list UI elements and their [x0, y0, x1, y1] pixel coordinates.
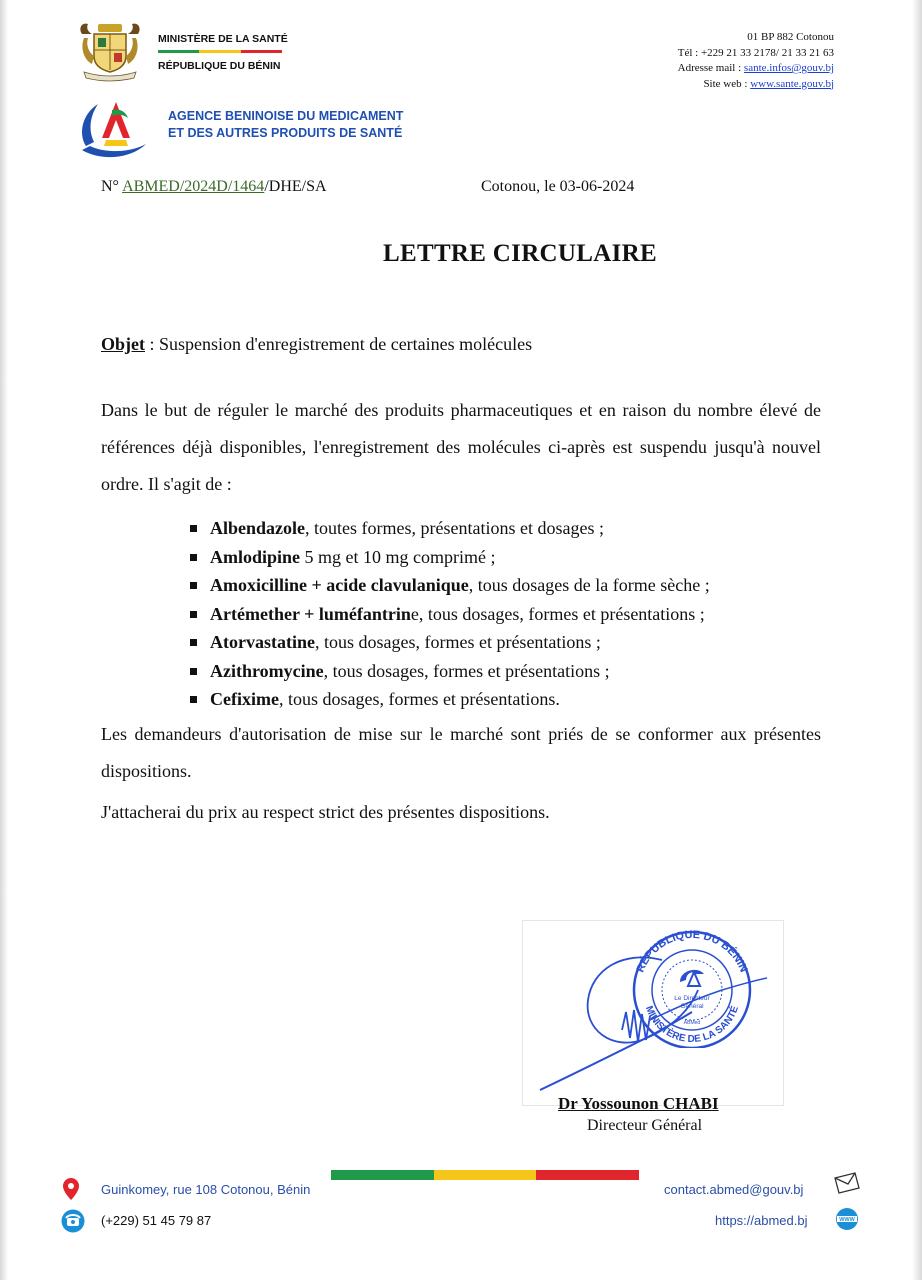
abmed-logo-icon	[76, 94, 148, 160]
ministry-contact-block	[678, 30, 834, 92]
ministry-header	[158, 32, 288, 73]
list-item	[190, 543, 710, 572]
stamp-center-line2: Général	[680, 1003, 704, 1010]
location-pin-icon	[63, 1178, 79, 1200]
website-link[interactable]: www.sante.gouv.bj	[750, 77, 834, 90]
envelope-icon	[833, 1172, 861, 1194]
page-edge-shadow-right	[912, 0, 922, 1280]
list-item	[190, 514, 710, 543]
molecule-name: Albendazole	[210, 518, 306, 538]
reference-number	[101, 178, 327, 196]
svg-text:WWW: WWW	[839, 1217, 855, 1223]
compliance-paragraph: Les demandeurs d'autorisation de mise sur le marché sont priés de se conformer aux présentes dispositions.	[101, 724, 821, 781]
signatory-name: Dr Yossounon CHABI	[558, 1094, 719, 1113]
list-item	[190, 600, 710, 629]
coat-of-arms-icon	[76, 20, 144, 82]
page-edge-shadow-left	[0, 0, 8, 1280]
reference-link[interactable]: ABMED/2024D/1464	[122, 178, 265, 195]
list-item	[190, 628, 710, 657]
footer-phone: (+229) 51 45 79 87	[101, 1213, 212, 1228]
molecule-name: Artémether + luméfantrin	[210, 603, 411, 624]
signatory-title: Directeur Général	[587, 1117, 703, 1134]
stamp-text-bottom: MINISTÈRE DE LA SANTÉ	[642, 1004, 742, 1046]
molecule-detail: , tous dosages, formes et présentations ;	[314, 632, 601, 652]
document-title: LETTRE CIRCULAIRE	[383, 240, 657, 267]
phone-icon	[61, 1209, 85, 1233]
stamp-text-top: RÉPUBLIQUE DU BÉNIN	[634, 928, 750, 975]
letter-date: Cotonou, le 03-06-2024	[481, 178, 635, 195]
agency-name-line2: ET DES AUTRES PRODUITS DE SANTÉ	[168, 126, 403, 140]
molecule-name: Azithromycine	[210, 660, 324, 681]
official-stamp	[626, 928, 758, 1048]
stamp-small-text: ABMed	[683, 1020, 701, 1026]
email-label: Adresse mail :	[677, 62, 744, 74]
agency-name	[168, 108, 403, 142]
website-label: Site web :	[703, 77, 751, 90]
molecule-name: Cefixime	[210, 689, 279, 709]
list-item	[190, 571, 710, 600]
closing-paragraph: J'attacherai du prix au respect strict des présentes dispositions.	[101, 802, 550, 822]
footer-flag-stripe	[331, 1170, 639, 1180]
footer-email[interactable]: contact.abmed@gouv.bj	[664, 1182, 804, 1197]
reference-suffix: /DHE/SA	[264, 178, 327, 195]
reference-prefix: N°	[101, 178, 123, 195]
molecule-name: Amoxicilline + acide clavulanique	[210, 575, 469, 595]
email-link[interactable]: sante.infos@gouv.bj	[743, 62, 834, 74]
svg-text:RÉPUBLIQUE DU BÉNIN	[634, 929, 749, 974]
molecule-name: Amlodipine	[210, 546, 301, 567]
country-name: RÉPUBLIQUE DU BÉNIN	[158, 60, 281, 72]
subject-label: Objet	[101, 334, 145, 354]
molecule-list	[190, 514, 710, 714]
phone-numbers: Tél : +229 21 33 2178/ 21 33 21 63	[677, 46, 834, 59]
footer-address: Guinkomey, rue 108 Cotonou, Bénin	[101, 1182, 311, 1197]
molecule-detail: 5 mg et 10 mg comprimé ;	[300, 546, 496, 567]
postal-address: 01 BP 882 Cotonou	[747, 31, 834, 43]
list-item	[190, 685, 710, 714]
globe-www-icon	[835, 1207, 859, 1231]
website-line	[678, 77, 834, 93]
subject-text: : Suspension d'enregistrement de certaines molécules	[145, 334, 533, 354]
molecule-detail: , tous dosages, formes et présentations ;	[323, 660, 610, 681]
molecule-detail: , tous dosages de la forme sèche ;	[468, 575, 710, 595]
stamp-center-line1: Le Directeur	[674, 995, 710, 1002]
molecule-detail: , toutes formes, présentations et dosages ;	[305, 518, 604, 538]
flag-stripe	[158, 50, 282, 53]
list-item	[190, 657, 710, 686]
intro-paragraph: Dans le but de réguler le marché des produits pharmaceutiques et en raison du nombre élevé de références déjà disponibles, l'enregistrement des molécules ci-après est suspendu jusqu'à nouvel ordre. Il s'agit de :	[101, 400, 821, 494]
footer-website[interactable]: https://abmed.bj	[715, 1213, 808, 1228]
email-line	[678, 61, 834, 77]
molecule-detail: e, tous dosages, formes et présentations ;	[410, 603, 705, 624]
ministry-name: MINISTÈRE DE LA SANTÉ	[158, 33, 288, 45]
subject-line	[101, 334, 532, 355]
agency-name-line1: AGENCE BENINOISE DU MEDICAMENT	[168, 109, 404, 123]
molecule-detail: , tous dosages, formes et présentations.	[278, 689, 560, 709]
molecule-name: Atorvastatine	[210, 632, 315, 652]
